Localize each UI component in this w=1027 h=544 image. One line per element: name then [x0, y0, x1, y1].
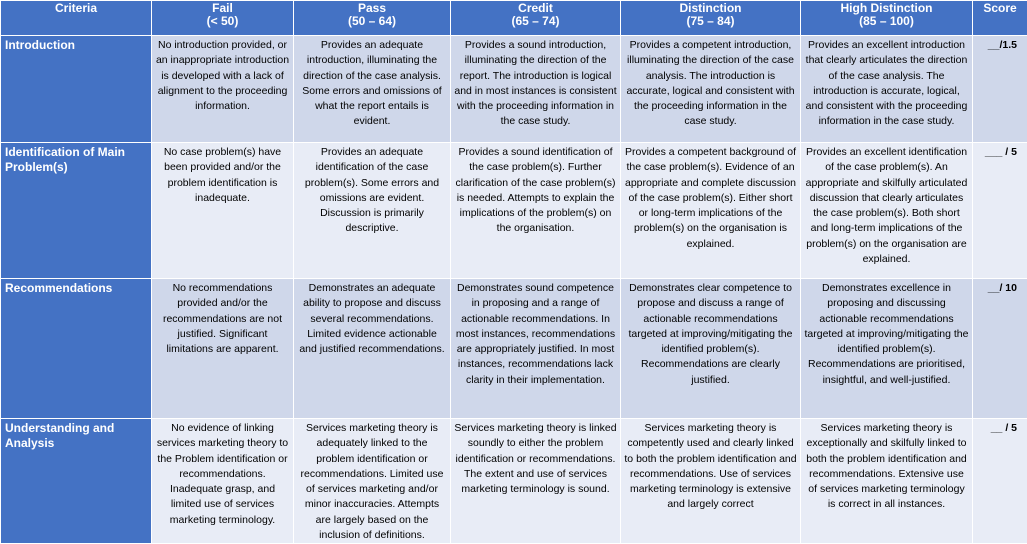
- credit-descriptor: Provides a sound identification of the case problem(s). Further clarification of the case problem(s) is needed. Attempts to explain the implications of the problem(s) on the organisation.: [451, 143, 621, 279]
- distinction-header: [621, 1, 801, 36]
- distinction-header-label: Distinction: [623, 2, 798, 15]
- pass-descriptor: Services marketing theory is adequately linked to the problem identification or recommendations. Limited use of services marketing and/or minor inaccuracies. Attempts are largely based on the inclusion of definitions.: [294, 419, 451, 544]
- distinction-header-range: (75 – 84): [623, 15, 798, 28]
- score-header: Score: [973, 1, 1027, 36]
- credit-descriptor: Demonstrates sound competence in proposing and a range of actionable recommendations. In most instances, recommendations are appropriately justified. In most instances, recommendations lack clarity in their implementation.: [451, 279, 621, 419]
- criterion-cell: Identification of Main Problem(s): [1, 143, 152, 279]
- fail-descriptor: No evidence of linking services marketing theory to the Problem identification or recommendations. Inadequate grasp, and limited use of services marketing terminology.: [152, 419, 294, 544]
- high-distinction-descriptor: Provides an excellent identification of the case problem(s). An appropriate and skilfully articulated discussion that clearly articulates the case problem(s). Both short and long-term implications of the problem(s) on the organisation are explained.: [801, 143, 973, 279]
- rubric-row-recommendations: [1, 279, 1027, 419]
- high-distinction-header-range: (85 – 100): [803, 15, 970, 28]
- criterion-cell: Understanding and Analysis: [1, 419, 152, 544]
- fail-header: [152, 1, 294, 36]
- score-cell: __/1.5: [973, 36, 1027, 143]
- high-distinction-header-label: High Distinction: [803, 2, 970, 15]
- credit-header: [451, 1, 621, 36]
- header-row: [1, 1, 1027, 36]
- criteria-header: Criteria: [1, 1, 152, 36]
- pass-header-label: Pass: [296, 2, 448, 15]
- fail-descriptor: No case problem(s) have been provided and/or the problem identification is inadequate.: [152, 143, 294, 279]
- high-distinction-header: [801, 1, 973, 36]
- credit-header-range: (65 – 74): [453, 15, 618, 28]
- fail-header-label: Fail: [154, 2, 291, 15]
- pass-header-range: (50 – 64): [296, 15, 448, 28]
- fail-descriptor: No introduction provided, or an inappropriate introduction is developed with a lack of alignment to the proceeding information.: [152, 36, 294, 143]
- credit-descriptor: Services marketing theory is linked soundly to either the problem identification or recommendations. The extent and use of services marketing terminology is sound.: [451, 419, 621, 544]
- pass-header: [294, 1, 451, 36]
- score-cell: __/ 10: [973, 279, 1027, 419]
- score-cell: __ / 5: [973, 419, 1027, 544]
- pass-descriptor: Demonstrates an adequate ability to propose and discuss several recommendations. Limited evidence actionable and justified recommendations.: [294, 279, 451, 419]
- criterion-cell: Recommendations: [1, 279, 152, 419]
- fail-descriptor: No recommendations provided and/or the recommendations are not justified. Significant limitations are apparent.: [152, 279, 294, 419]
- distinction-descriptor: Services marketing theory is competently used and clearly linked to both the problem identification and recommendations. Use of services marketing terminology is extensive and largely correct: [621, 419, 801, 544]
- pass-descriptor: Provides an adequate identification of the case problem(s). Some errors and omissions are evident. Discussion is primarily descriptive.: [294, 143, 451, 279]
- rubric-row-understanding: [1, 419, 1027, 544]
- credit-descriptor: Provides a sound introduction, illuminating the direction of the report. The introduction is logical and in most instances is consistent with the proceeding information in the case study.: [451, 36, 621, 143]
- rubric-row-identification: [1, 143, 1027, 279]
- high-distinction-descriptor: Demonstrates excellence in proposing and discussing actionable recommendations targeted at improving/mitigating the identified problem(s). Recommendations are prioritised, insightful, and well-justified.: [801, 279, 973, 419]
- rubric-row-introduction: [1, 36, 1027, 143]
- criterion-cell: Introduction: [1, 36, 152, 143]
- score-cell: ___ / 5: [973, 143, 1027, 279]
- credit-header-label: Credit: [453, 2, 618, 15]
- pass-descriptor: Provides an adequate introduction, illuminating the direction of the case analysis. Some errors and omissions of what the report entails is evident.: [294, 36, 451, 143]
- distinction-descriptor: Demonstrates clear competence to propose and discuss a range of actionable recommendations targeted at improving/mitigating the identified problem(s). Recommendations are clearly justified.: [621, 279, 801, 419]
- distinction-descriptor: Provides a competent introduction, illuminating the direction of the case analysis. The introduction is accurate, logical and consistent with the proceeding information in the case study.: [621, 36, 801, 143]
- fail-header-range: (< 50): [154, 15, 291, 28]
- high-distinction-descriptor: Services marketing theory is exceptionally and skilfully linked to both the problem identification and recommendations. Extensive use of services marketing terminology is correct in all instances.: [801, 419, 973, 544]
- distinction-descriptor: Provides a competent background of the case problem(s). Evidence of an appropriate and complete discussion of the case problem(s). Either short or long-term implications of the problem(s) on the organisation is explained.: [621, 143, 801, 279]
- high-distinction-descriptor: Provides an excellent introduction that clearly articulates the direction of the case analysis. The introduction is accurate, logical, and consistent with the proceeding information in the case study.: [801, 36, 973, 143]
